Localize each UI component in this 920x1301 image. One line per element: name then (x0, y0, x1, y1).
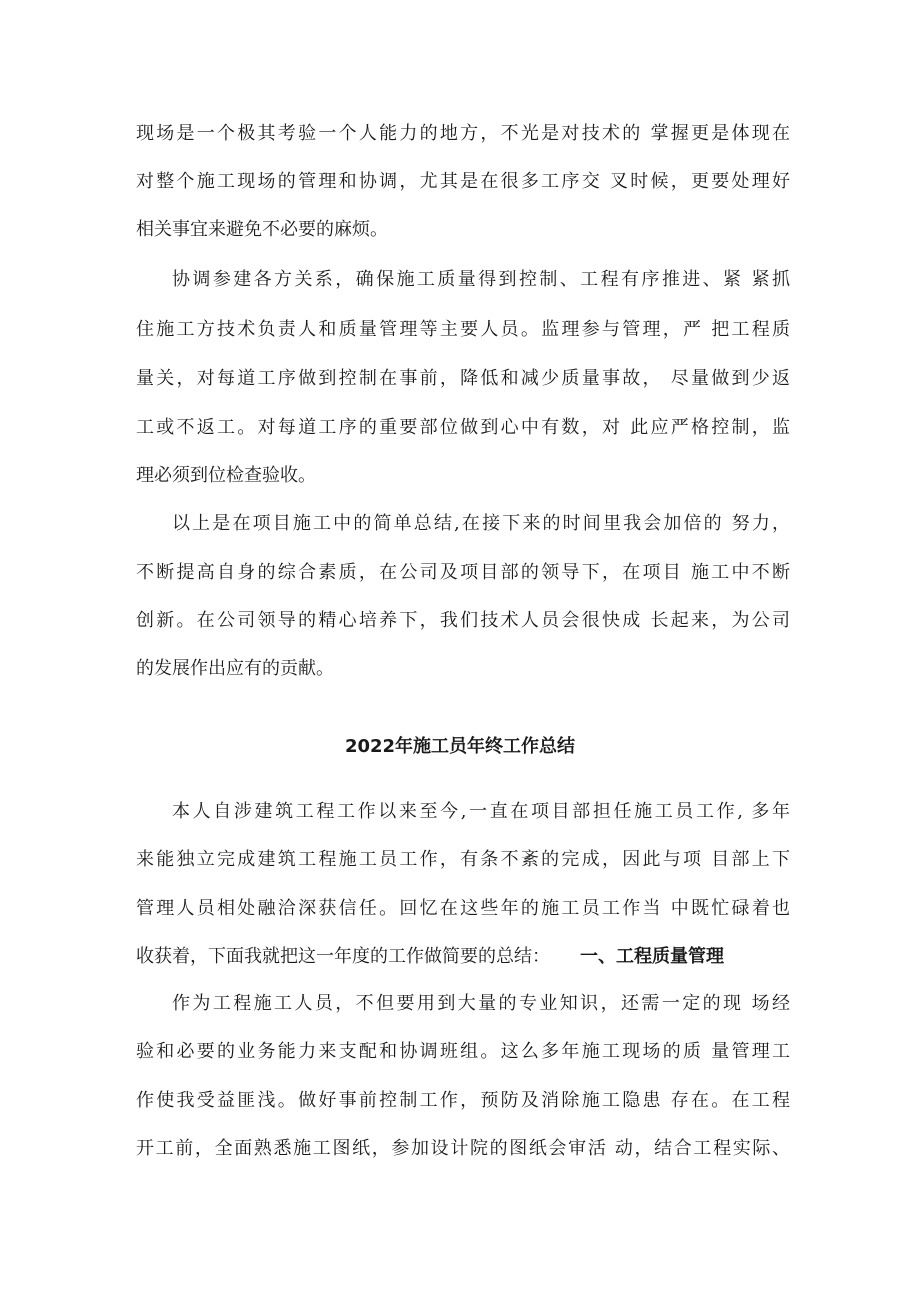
paragraph-line: 创新。在公司领导的精心培养下，我们技术人员会很快成 长起来，为公司 (136, 610, 790, 631)
paragraph-line: 开工前，全面熟悉施工图纸，参加设计院的图纸会审活 动，结合工程实际、 (136, 1138, 790, 1159)
paragraph-line: 理必须到位检查验收。 (136, 465, 316, 486)
paragraph-line: 验和必要的业务能力来支配和协调班组。这么多年施工现场的质 量管理工 (136, 1041, 790, 1062)
paragraph-line: 作为工程施工人员，不但要用到大量的专业知识，还需一定的现 场经 (172, 993, 790, 1014)
paragraph-line: 工或不返工。对每道工序的重要部位做到心中有数，对 此应严格控制，监 (136, 417, 790, 438)
paragraph-line: 量关，对每道工序做到控制在事前，降低和减少质量事故， 尽量做到少返 (136, 368, 790, 389)
section-heading: 一、工程质量管理 (580, 946, 724, 967)
paragraph-line: 相关事宜来避免不必要的麻烦。 (136, 219, 388, 240)
paragraph-line-with-heading (136, 945, 790, 969)
paragraph-line: 来能独立完成建筑工程施工员工作，有条不紊的完成，因此与项 目部上下 (136, 849, 790, 870)
paragraph-line: 协调参建各方关系，确保施工质量得到控制、工程有序推进、紧 紧抓 (172, 269, 790, 290)
paragraph-line: 管理人员相处融洽深获信任。回忆在这些年的施工员工作当 中既忙碌着也 (136, 898, 790, 919)
paragraph-line: 现场是一个极其考验一个人能力的地方，不光是对技术的 掌握更是体现在 (136, 123, 790, 144)
paragraph-line: 本人自涉建筑工程工作以来至今,一直在项目部担任施工员工作, 多年 (172, 801, 790, 822)
paragraph-line: 不断提高自身的综合素质，在公司及项目部的领导下，在项目 施工中不断 (136, 562, 790, 583)
paragraph-line: 对整个施工现场的管理和协调，尤其是在很多工序交 叉时候，更要处理好 (136, 171, 790, 192)
paragraph-line: 的发展作出应有的贡献。 (136, 658, 334, 679)
document-title: 2022年施工员年终工作总结 (344, 736, 576, 757)
paragraph-text: 收获着，下面我就把这一年度的工作做简要的总结： (136, 946, 550, 967)
paragraph-line: 住施工方技术负责人和质量管理等主要人员。监理参与管理，严 把工程质 (136, 319, 790, 340)
paragraph-line: 以上是在项目施工中的简单总结,在接下来的时间里我会加倍的 努力， (172, 513, 790, 534)
paragraph-line: 作使我受益匪浅。做好事前控制工作，预防及消除施工隐患 存在。在工程 (136, 1090, 790, 1111)
